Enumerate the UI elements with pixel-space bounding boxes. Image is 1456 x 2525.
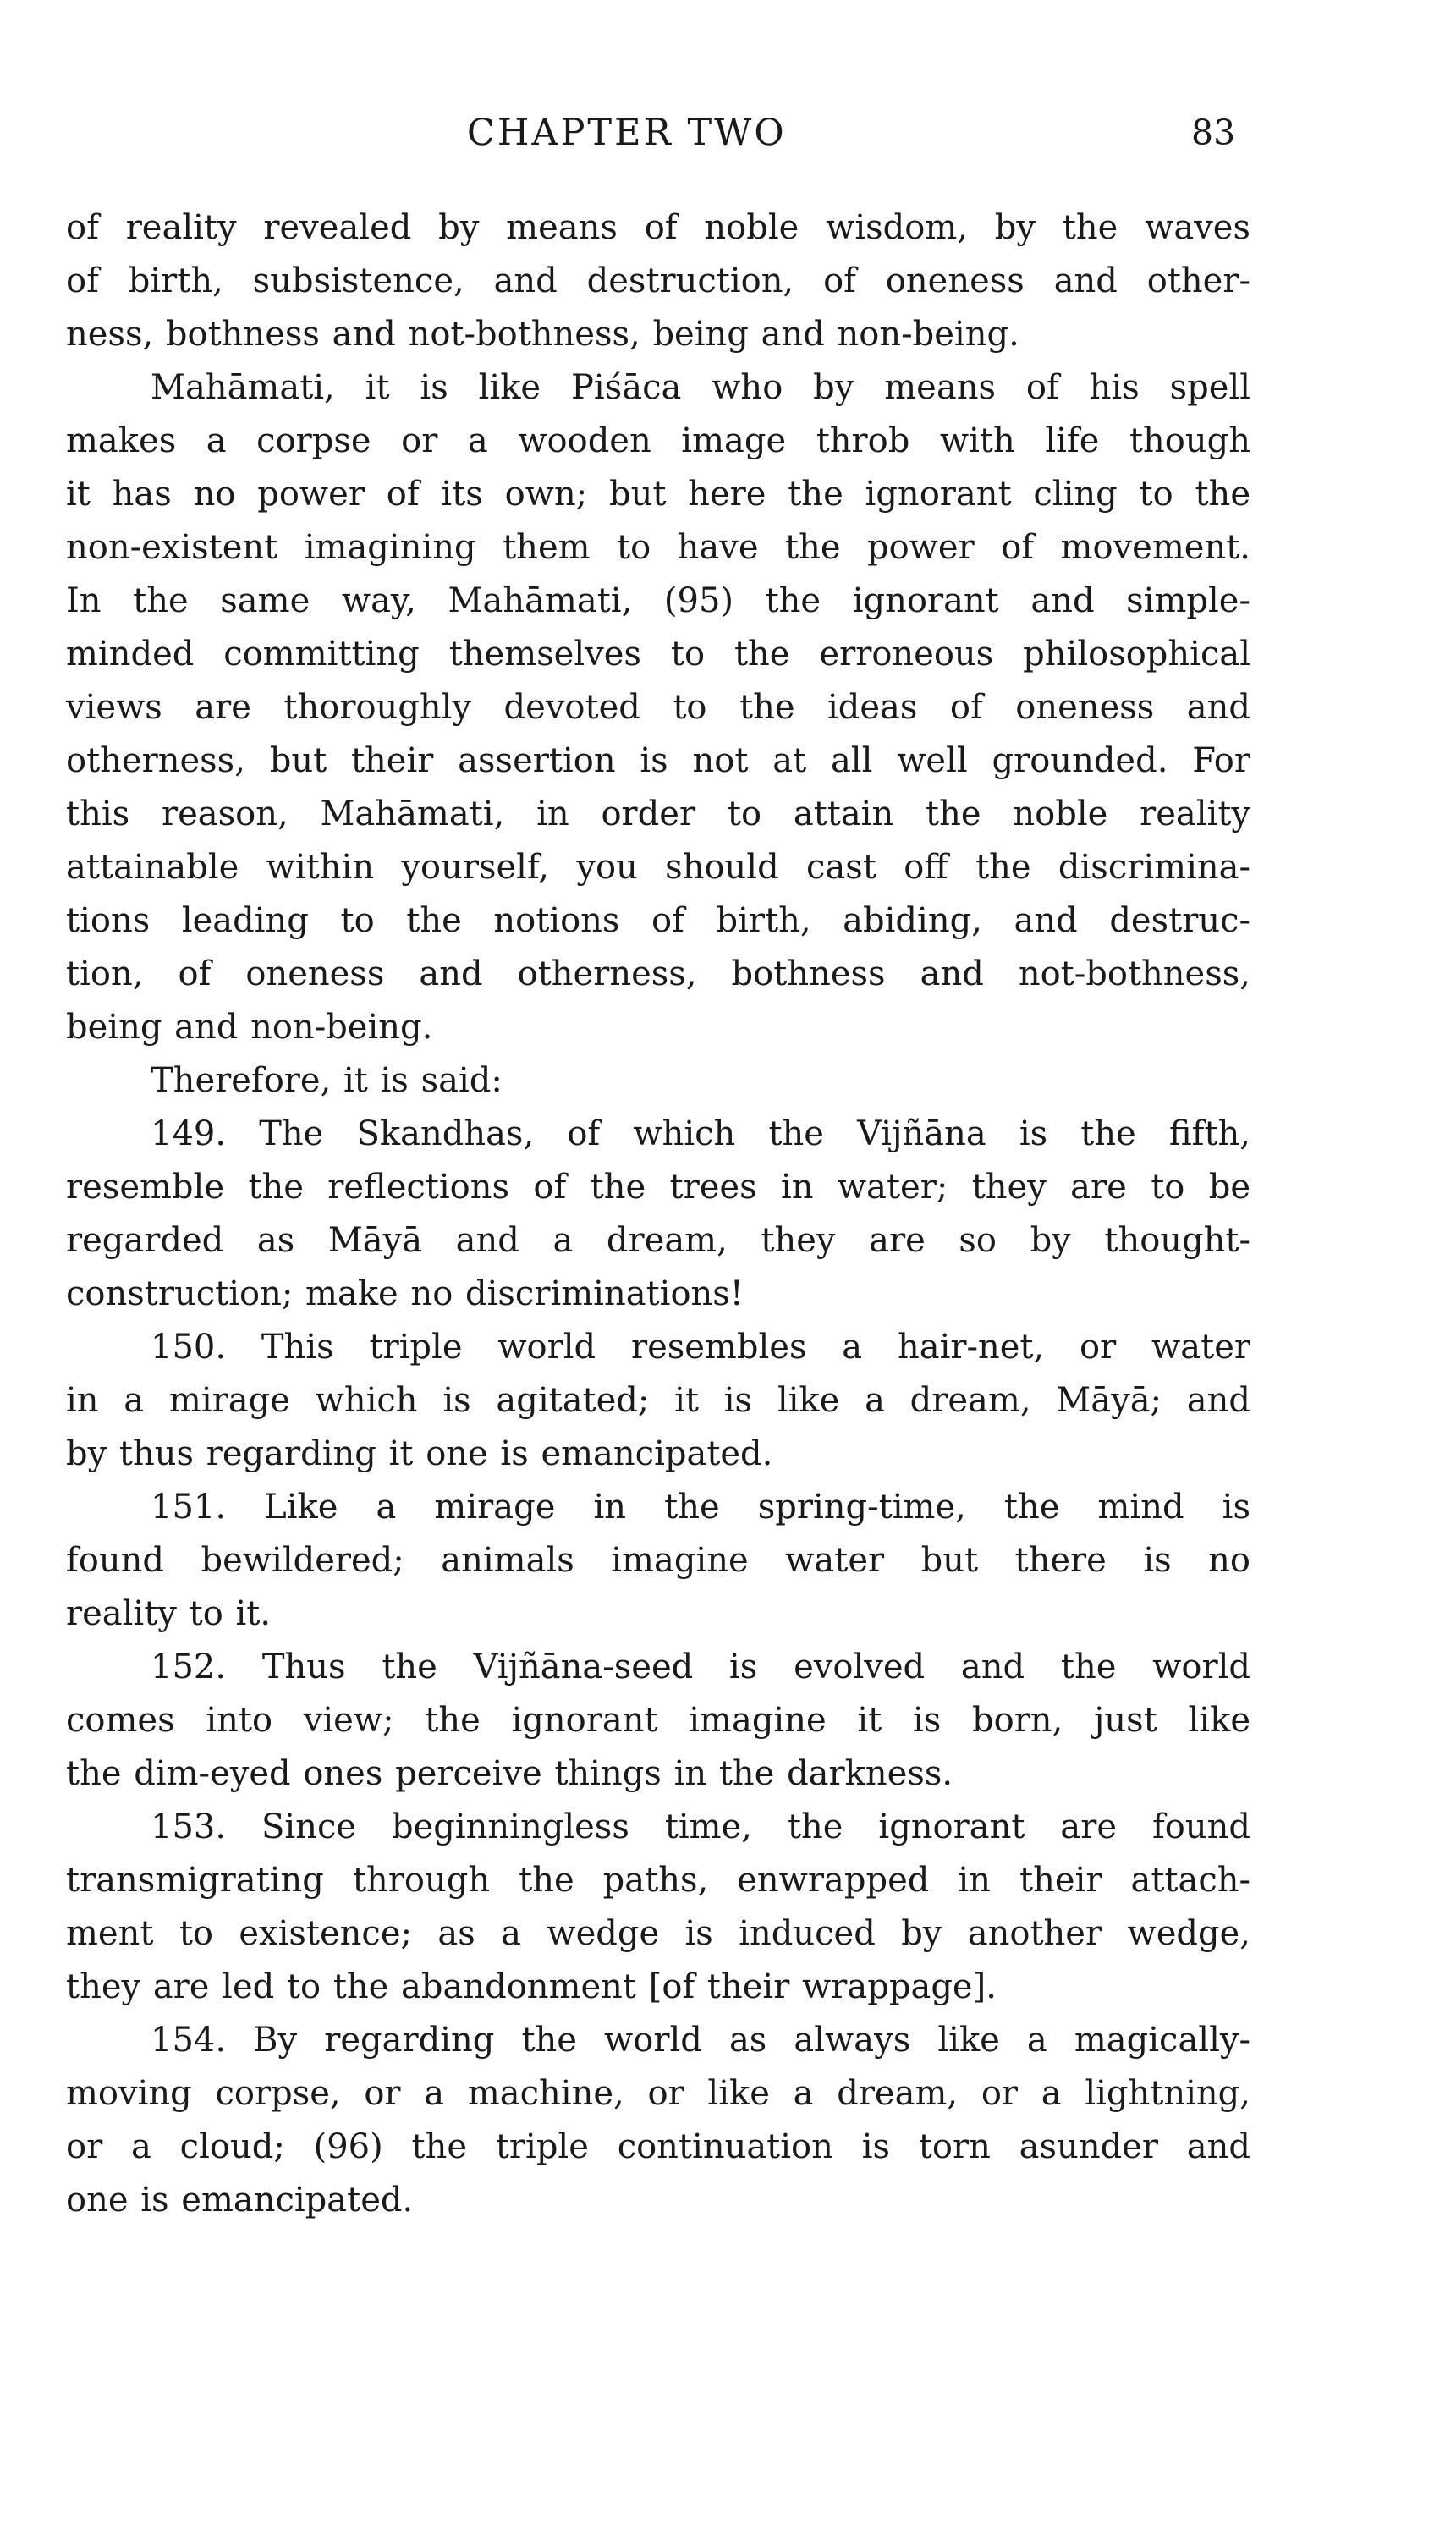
text-line: otherness, but their assertion is not at all well grounded. For (66, 741, 1250, 780)
text-line: non-existent imagining them to have the power of movement. (66, 528, 1250, 567)
text-line: attainable within yourself, you should cast off the discrimina- (66, 848, 1250, 887)
text-line: of reality revealed by means of noble wisdom, by the waves (66, 208, 1250, 247)
text-line: in a mirage which is agitated; it is like a dream, Māyā; and (66, 1381, 1250, 1420)
chapter-title: CHAPTER TWO (467, 112, 787, 154)
running-head (66, 103, 1250, 162)
text-line: the dim-eyed ones perceive things in the darkness. (66, 1754, 953, 1793)
text-line: by thus regarding it one is emancipated. (66, 1434, 773, 1473)
text-line: 152. Thus the Vijñāna-seed is evolved and the world (151, 1648, 1250, 1686)
text-line: or a cloud; (96) the triple continuation is torn asunder and (66, 2127, 1250, 2166)
text-line: tions leading to the notions of birth, abiding, and destruc- (66, 901, 1250, 940)
text-line: of birth, subsistence, and destruction, of oneness and other- (66, 261, 1250, 300)
page-number: 83 (1191, 113, 1236, 153)
text-line: transmigrating through the paths, enwrapped in their attach- (66, 1861, 1250, 1900)
text-line: 153. Since beginningless time, the ignorant are found (151, 1807, 1250, 1846)
text-line: regarded as Māyā and a dream, they are so by thought- (66, 1221, 1250, 1260)
text-line: resemble the reflections of the trees in water; they are to be (66, 1168, 1250, 1207)
text-line: In the same way, Mahāmati, (95) the ignorant and simple- (66, 581, 1250, 620)
body-text (66, 201, 1250, 2227)
text-line: minded committing themselves to the erroneous philosophical (66, 635, 1250, 674)
text-line: views are thoroughly devoted to the ideas of oneness and (66, 688, 1250, 727)
text-line: 149. The Skandhas, of which the Vijñāna is the fifth, (151, 1114, 1250, 1153)
text-line: makes a corpse or a wooden image throb with life though (66, 421, 1250, 460)
text-line: reality to it. (66, 1594, 272, 1633)
text-line: 154. By regarding the world as always like a magically- (151, 2021, 1250, 2060)
text-line: Therefore, it is said: (151, 1061, 503, 1100)
text-line: they are led to the abandonment [of their wrappage]. (66, 1967, 997, 2006)
text-line: it has no power of its own; but here the ignorant cling to the (66, 475, 1250, 514)
text-line: moving corpse, or a machine, or like a dream, or a lightning, (66, 2074, 1250, 2113)
text-line: found bewildered; animals imagine water but there is no (66, 1541, 1250, 1580)
text-line: this reason, Mahāmati, in order to attain the noble reality (66, 795, 1250, 833)
text-line: 151. Like a mirage in the spring-time, the mind is (151, 1488, 1250, 1527)
text-line: ness, bothness and not-bothness, being and non-being. (66, 315, 1019, 354)
text-line: one is emancipated. (66, 2181, 414, 2220)
text-line: ment to existence; as a wedge is induced by another wedge, (66, 1914, 1250, 1953)
text-line: construction; make no discriminations! (66, 1274, 744, 1313)
text-line: being and non-being. (66, 1008, 433, 1047)
text-line: tion, of oneness and otherness, bothness and not-bothness, (66, 954, 1250, 993)
text-line: comes into view; the ignorant imagine it is born, just like (66, 1701, 1250, 1740)
text-line: Mahāmati, it is like Piśāca who by means of his spell (151, 368, 1250, 407)
text-line: 150. This triple world resembles a hair-net, or water (151, 1328, 1250, 1367)
